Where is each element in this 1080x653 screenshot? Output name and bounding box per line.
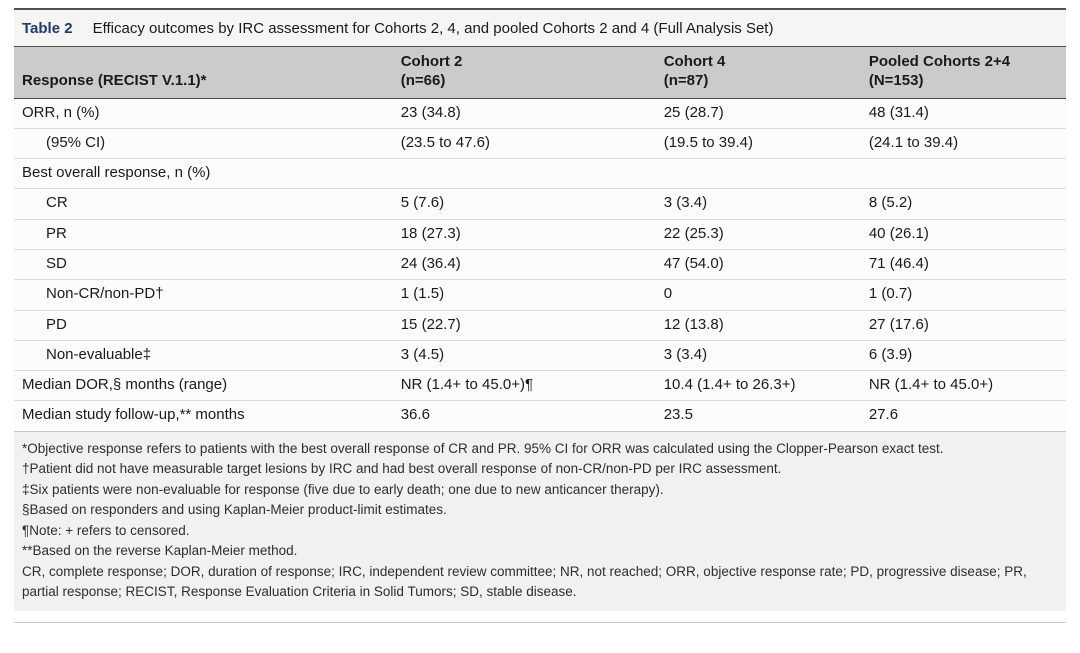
cell-value: [393, 159, 656, 189]
cell-value: 0: [656, 280, 861, 310]
cell-value: 27 (17.6): [861, 310, 1066, 340]
column-header-label: Cohort 2: [400, 53, 463, 70]
cell-value: (24.1 to 39.4): [861, 128, 1066, 158]
column-header-label: Response (RECIST V.1.1)*: [22, 71, 207, 89]
table-row: [14, 189, 1066, 219]
cell-value: 5 (7.6): [393, 189, 656, 219]
table-footnotes: [14, 431, 1066, 611]
table-label: Table 2: [22, 20, 73, 37]
cell-value: 22 (25.3): [656, 219, 861, 249]
row-label: (95% CI): [14, 128, 393, 158]
cell-value: 8 (5.2): [861, 189, 1066, 219]
cell-value: 47 (54.0): [656, 249, 861, 279]
column-header-label: Pooled Cohorts 2+4: [868, 53, 1011, 70]
cell-value: 3 (3.4): [656, 189, 861, 219]
column-header-n: (N=153): [868, 71, 924, 89]
cell-value: 71 (46.4): [861, 249, 1066, 279]
row-label: ORR, n (%): [22, 103, 100, 121]
column-header-n: (n=87): [663, 71, 709, 89]
cell-value: 23 (34.8): [400, 103, 461, 121]
bottom-rule: [14, 622, 1066, 623]
cell-value: 15 (22.7): [393, 310, 656, 340]
column-header-label: Cohort 4: [663, 53, 726, 70]
cell-value: 12 (13.8): [656, 310, 861, 340]
table-row: [14, 219, 1066, 249]
footnote: †Patient did not have measurable target lesions by IRC and had best overall response of non-CR/non-PD per IRC assessment.: [22, 461, 782, 477]
cell-value: 40 (26.1): [861, 219, 1066, 249]
cell-value: 1 (0.7): [861, 280, 1066, 310]
row-label: Median study follow-up,** months: [14, 401, 393, 431]
cell-value: 27.6: [861, 401, 1066, 431]
column-header: [861, 47, 1066, 98]
column-header: [656, 47, 861, 98]
cell-value: 48 (31.4): [868, 103, 929, 121]
row-label: SD: [14, 249, 393, 279]
efficacy-outcomes-table: [14, 47, 1066, 431]
table-row: [14, 98, 1066, 128]
cell-value: 36.6: [393, 401, 656, 431]
table-row: [14, 310, 1066, 340]
row-label: Non-evaluable‡: [14, 340, 393, 370]
column-header-n: (n=66): [400, 71, 446, 89]
header-row: [14, 47, 1066, 98]
cell-value: 1 (1.5): [393, 280, 656, 310]
footnote: ¶Note: + refers to censored.: [22, 522, 190, 538]
footnote: *Objective response refers to patients with the best overall response of CR and PR. 95% CI for ORR was calculated using the Clopper-Pearson exact test.: [22, 440, 944, 456]
cell-value: [656, 159, 861, 189]
cell-value: 3 (4.5): [393, 340, 656, 370]
table-row: [14, 371, 1066, 401]
cell-value: 10.4 (1.4+ to 26.3+): [656, 371, 861, 401]
table-body: [14, 98, 1066, 431]
table-caption: [14, 10, 1066, 47]
table-row: [14, 128, 1066, 158]
cell-value: NR (1.4+ to 45.0+)¶: [393, 371, 656, 401]
table-row: [14, 340, 1066, 370]
footnote: **Based on the reverse Kaplan-Meier method.: [22, 543, 298, 559]
table-row: [14, 280, 1066, 310]
cell-value: (19.5 to 39.4): [656, 128, 861, 158]
cell-value: [861, 159, 1066, 189]
column-header: [14, 47, 393, 98]
cell-value: 6 (3.9): [861, 340, 1066, 370]
cell-value: 18 (27.3): [393, 219, 656, 249]
column-header: [393, 47, 656, 98]
row-label: Median DOR,§ months (range): [14, 371, 393, 401]
table-row: [14, 159, 1066, 189]
cell-value: 25 (28.7): [663, 103, 724, 121]
row-label: Non-CR/non-PD†: [14, 280, 393, 310]
footnote: §Based on responders and using Kaplan-Meier product-limit estimates.: [22, 502, 447, 518]
row-label: PR: [14, 219, 393, 249]
cell-value: 3 (3.4): [656, 340, 861, 370]
table-header: [14, 47, 1066, 98]
row-label: PD: [14, 310, 393, 340]
cell-value: NR (1.4+ to 45.0+): [861, 371, 1066, 401]
table-title: Efficacy outcomes by IRC assessment for Cohorts 2, 4, and pooled Cohorts 2 and 4 (Full Analysis Set): [92, 20, 774, 37]
row-label: CR: [14, 189, 393, 219]
cell-value: (23.5 to 47.6): [393, 128, 656, 158]
table2-card: [14, 8, 1066, 623]
row-label: Best overall response, n (%): [14, 159, 393, 189]
cell-value: 24 (36.4): [393, 249, 656, 279]
footnote: CR, complete response; DOR, duration of response; IRC, independent review committee; NR, not reached; ORR, objective response rate; PD, progressive disease; PR, partial response; RECIST, Response Evaluation Criteria in Solid Tumors; SD, stable disease.: [22, 563, 1027, 600]
cell-value: 23.5: [656, 401, 861, 431]
table-row: [14, 249, 1066, 279]
footnote: ‡Six patients were non-evaluable for response (five due to early death; one due to new anticancer therapy).: [22, 481, 664, 497]
table-row: [14, 401, 1066, 431]
